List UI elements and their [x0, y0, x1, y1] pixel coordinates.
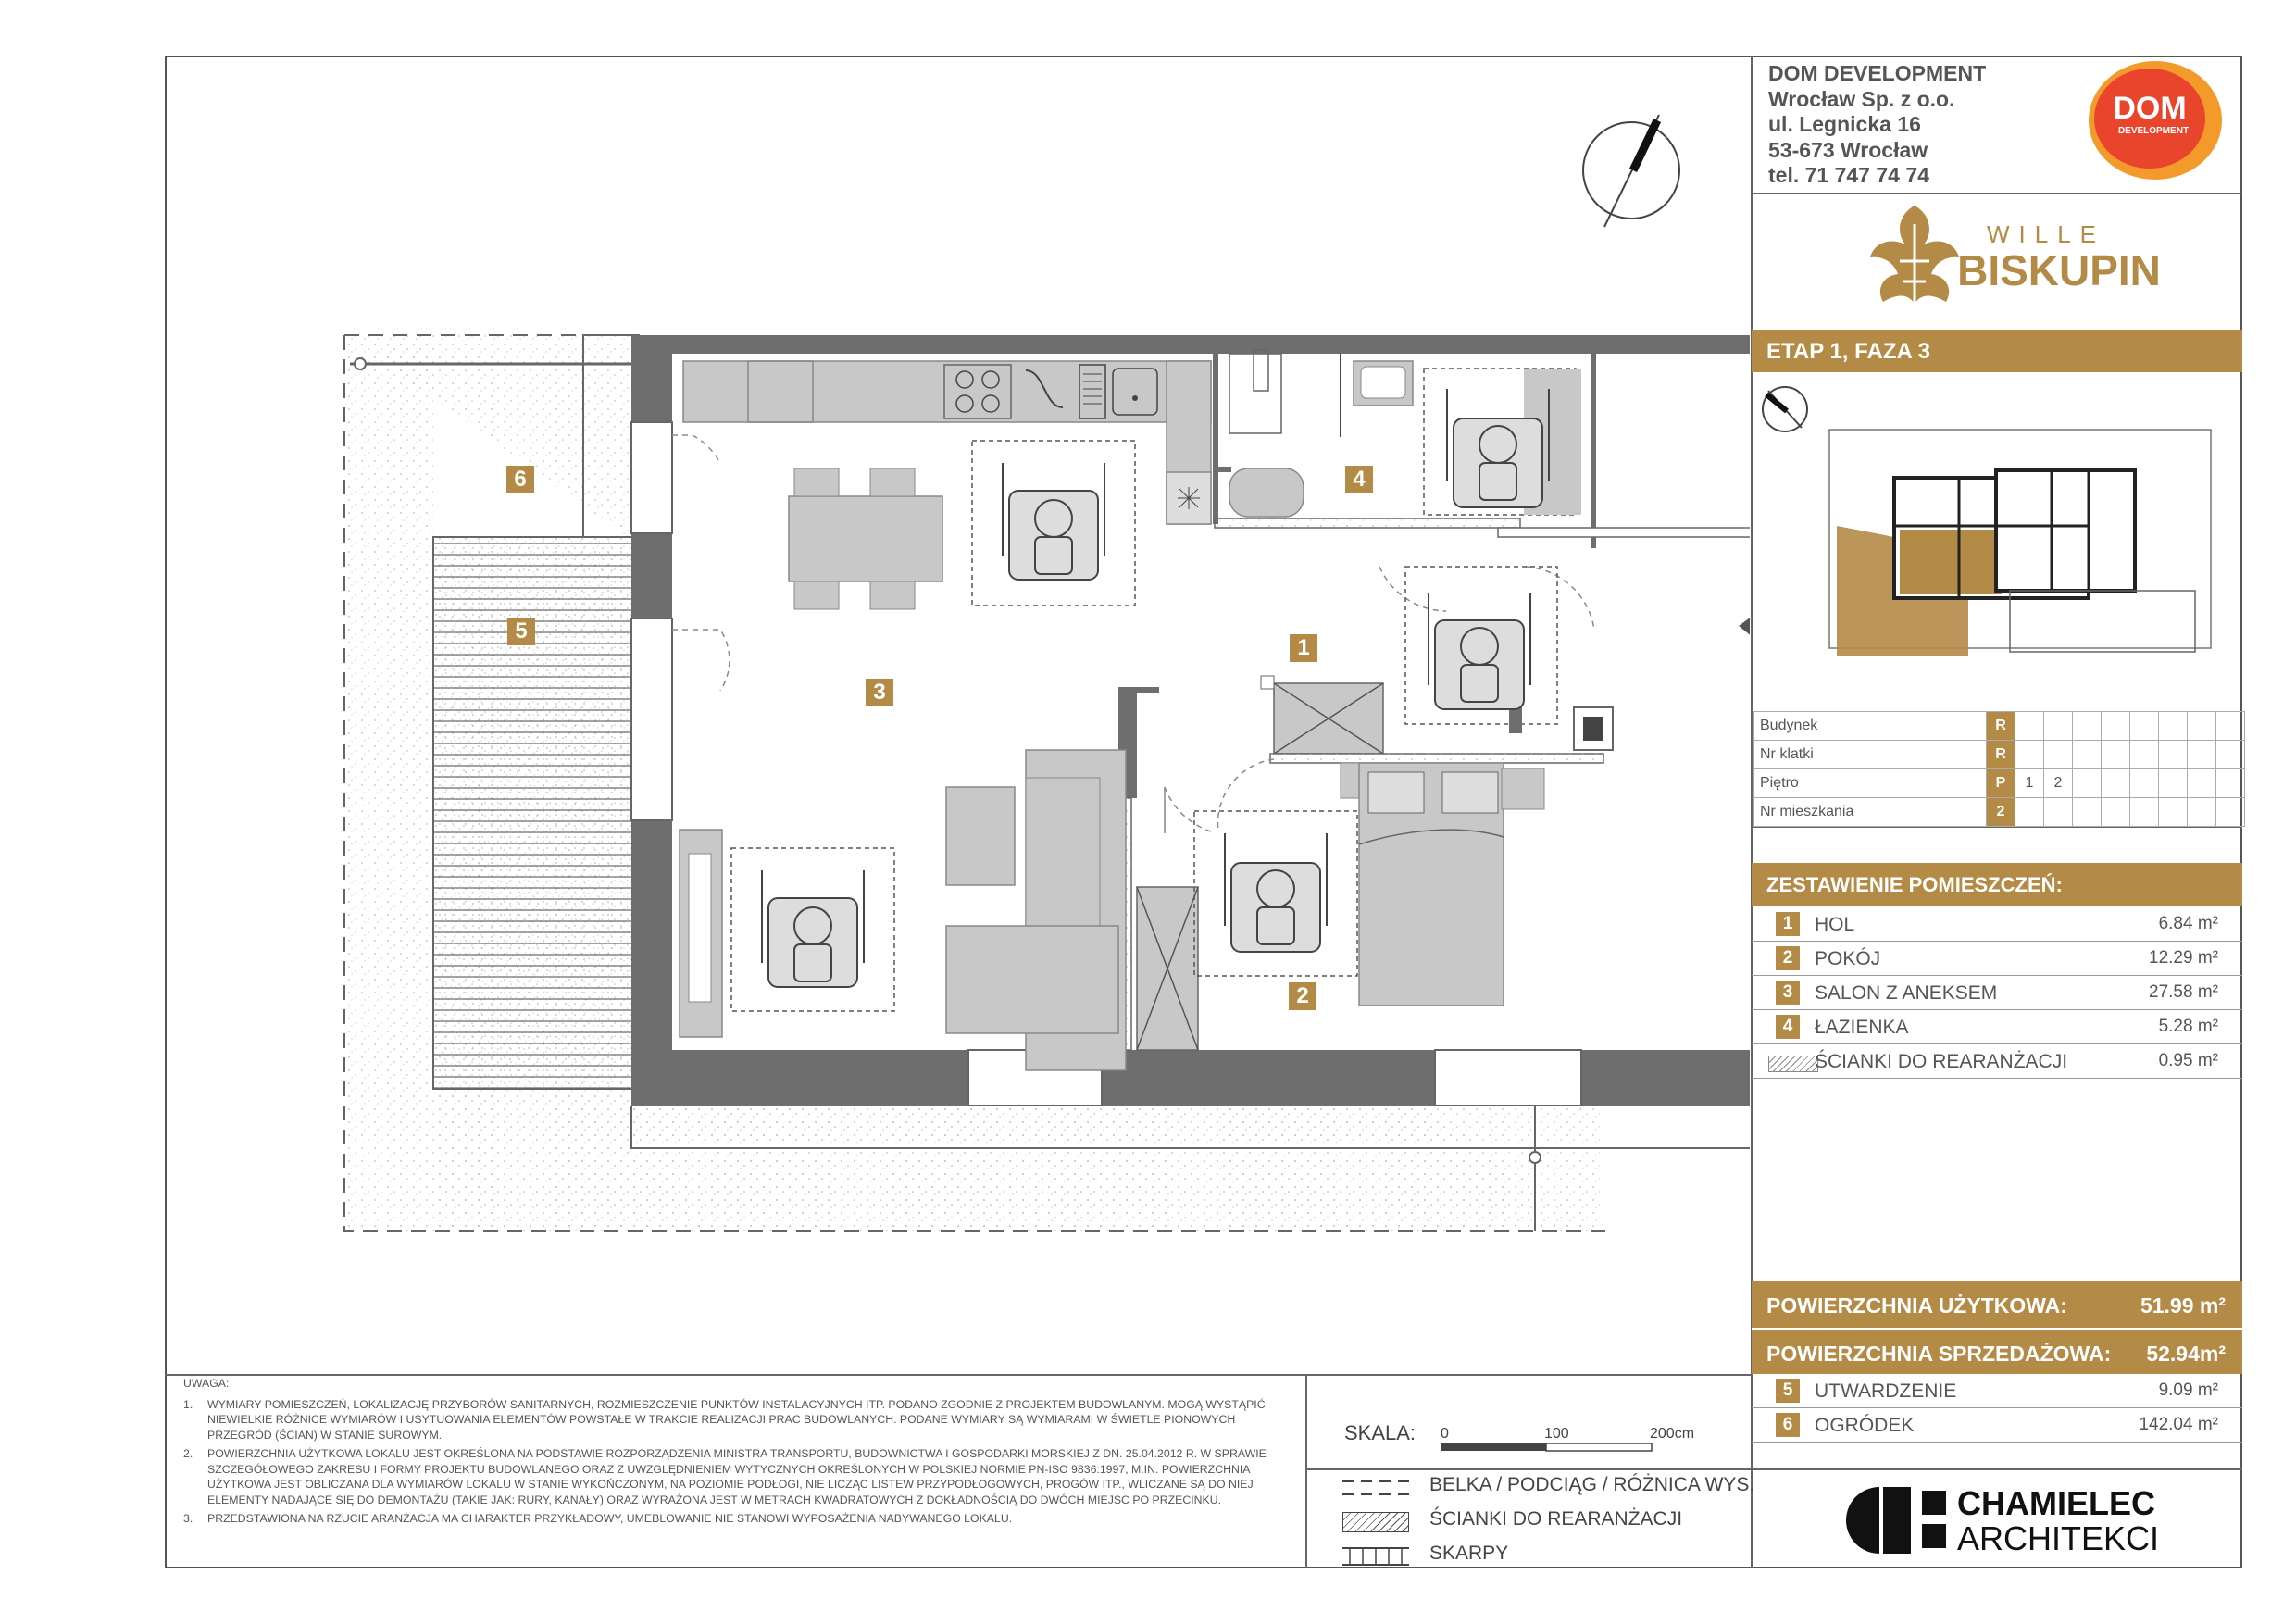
location-value: 1	[2015, 769, 2044, 798]
extra-area: 142.04 m²	[2139, 1415, 2218, 1434]
note-item: 3. PRZEDSTAWIONA NA RZUCIE ARANŻACJA MA CHARAKTER PRZYKŁADOWY, UMEBLOWANIE NIE STANOWI WYPOSAŻENIA NABYWANEGO LOKALU.	[183, 1512, 1013, 1525]
extra-number: 6	[1776, 1413, 1800, 1437]
extra-row	[1752, 1374, 2242, 1408]
hatch-swatch	[1768, 1056, 1818, 1072]
key-plan	[1755, 378, 2240, 665]
location-value: P	[1987, 769, 2015, 798]
room-name: HOL	[1815, 914, 1855, 935]
room-area: 5.28 m²	[2158, 1017, 2218, 1036]
wille-biskupin-logo	[1842, 196, 2194, 322]
room-number: 4	[1776, 1015, 1800, 1039]
notes-title: UWAGA:	[183, 1377, 230, 1390]
company-line: tel. 71 747 74 74	[1768, 163, 1929, 187]
room-area: 6.84 m²	[2158, 914, 2218, 933]
rooms-heading: ZESTAWIENIE POMIESZCZEŃ:	[1752, 863, 2242, 906]
room-list	[1752, 907, 2242, 1079]
partitions-name: ŚCIANKI DO REARANŻACJI	[1815, 1051, 2068, 1072]
usable-area-value: 51.99 m²	[2140, 1293, 2226, 1318]
room-number: 3	[1776, 981, 1800, 1005]
sale-area-bar	[1752, 1328, 2242, 1374]
room-row	[1752, 942, 2242, 976]
usable-area-bar	[1752, 1281, 2242, 1328]
scale-bar	[1435, 1427, 1713, 1458]
logo-wille-text: WILLE	[1986, 220, 2106, 248]
room-name: SALON Z ANEKSEM	[1815, 982, 1998, 1004]
room-number: 1	[1776, 912, 1800, 936]
room-area: 27.58 m²	[2149, 982, 2218, 1002]
dom-development-logo	[2085, 57, 2226, 183]
sale-area-value: 52.94m²	[2146, 1342, 2226, 1366]
architect-divider	[1752, 1468, 2242, 1470]
location-value: R	[1987, 712, 2015, 741]
logo-biskupin-text: BISKUPIN	[1957, 246, 2161, 294]
compass-icon	[1583, 115, 1679, 227]
extra-number: 5	[1776, 1379, 1800, 1403]
room-area: 12.29 m²	[2149, 948, 2218, 968]
key-plan-compass-icon	[1763, 387, 1807, 431]
location-label: Budynek	[1754, 712, 1987, 741]
sale-area-label: POWIERZCHNIA SPRZEDAŻOWA:	[1766, 1342, 2112, 1366]
legend-text: SKARPY	[1429, 1543, 1509, 1564]
legend-text: BELKA / PODCIĄG / RÓŻNICA WYS.	[1429, 1474, 1755, 1495]
room-number: 2	[1776, 946, 1800, 970]
room-name: ŁAZIENKA	[1815, 1017, 1909, 1038]
location-row	[1754, 769, 2245, 798]
stage-bar: ETAP 1, FAZA 3	[1752, 330, 2242, 372]
legend-text: ŚCIANKI DO REARANŻACJI	[1429, 1508, 1683, 1530]
chamielec-architekci-logo	[1842, 1481, 2213, 1559]
extra-area: 9.09 m²	[2158, 1380, 2218, 1400]
note-item: 1. WYMIARY POMIESZCZEŃ, LOKALIZACJĘ PRZYBORÓW SANITARNYCH, ROZMIESZCZENIE PUNKTÓW INSTALACYJNYCH ITP. PODANO ZGODNIE Z PROJEKTEM BUDOWLANYM. MOGĄ WYSTĄPIĆ NIEWIELKIE RÓŻNICE WYMIARÓW I USYTUOWANIA ELEMENTÓW POWSTAŁE W TRAKCIE REALIZACJI PRAC BUDOWLANYCH. PODANE WYMIARY SĄ WYMIARAMI W ŚWIETLE PIONOWYCH PRZEGRÓD (ŚCIAN) W STANIE SUROWYM.	[183, 1397, 1266, 1442]
room-name: POKÓJ	[1815, 948, 1881, 969]
dashed-line-icon	[1342, 1478, 1409, 1498]
partitions-area: 0.95 m²	[2158, 1051, 2218, 1070]
location-value: R	[1987, 741, 2015, 769]
plan-label-salon: 3	[866, 679, 893, 706]
note-text: PRZEDSTAWIONA NA RZUCIE ARANŻACJA MA CHARAKTER PRZYKŁADOWY, UMEBLOWANIE NIE STANOWI WYPOSAŻENIA NABYWANEGO LOKALU.	[207, 1512, 1013, 1525]
plan-label-lazienka: 4	[1345, 466, 1373, 493]
dom-logo-text: DOM	[2113, 91, 2187, 126]
plan-label-hol: 1	[1290, 634, 1317, 662]
location-row	[1754, 712, 2245, 741]
location-value: 2	[1987, 798, 2015, 827]
dom-logo-subtext: DEVELOPMENT	[2117, 126, 2190, 136]
hatch-icon	[1342, 1512, 1409, 1532]
scale-tick-200: 200cm	[1650, 1427, 1695, 1442]
location-label: Nr mieszkania	[1754, 798, 1987, 827]
company-divider	[1752, 193, 2242, 194]
usable-area-label: POWIERZCHNIA UŻYTKOWA:	[1766, 1293, 2067, 1318]
sill-icon	[1342, 1546, 1409, 1567]
company-line: ul. Legnicka 16	[1768, 112, 1921, 136]
room-row	[1752, 976, 2242, 1010]
floor-plan	[165, 56, 1750, 1374]
company-line: 53-673 Wrocław	[1768, 137, 1928, 162]
note-text: WYMIARY POMIESZCZEŃ, LOKALIZACJĘ PRZYBORÓW SANITARNYCH, ROZMIESZCZENIE PUNKTÓW INSTALACYJNYCH ITP. PODANO ZGODNIE Z PROJEKTEM BUDOWLANYM. MOGĄ WYSTĄPIĆ NIEWIELKIE RÓŻNICE WYMIARÓW I USYTUOWANIA ELEMENTÓW POWSTAŁE W TRAKCIE REALIZACJI PRAC BUDOWLANYCH. PODANE WYMIARY SĄ WYMIARAMI W ŚWIETLE PIONOWYCH PRZEGRÓD (ŚCIAN) W STANIE SUROWYM.	[207, 1397, 1266, 1442]
note-text: POWIERZCHNIA UŻYTKOWA LOKALU JEST OKREŚLONA NA PODSTAWIE ROZPORZĄDZENIA MINISTRA TRANSPORTU, BUDOWNICTWA I GOSPODARKI MORSKIEJ Z DN. 25.04.2012 R. W SPRAWIE SZCZEGÓŁOWEGO ZAKRESU I FORMY PROJEKTU BUDOWLANEGO ORAZ Z UWZGLĘDNIENIEM WYTYCZNYCH OKREŚLONYCH W POLSKIEJ NORMIE PN-ISO 9836:1997, M.IN. POWIERZCHNIA UŻYTKOWA JEST OBLICZANA DLA WYMIARÓW LOKALU W STANIE WYKOŃCZONYM, NA POZIOMIE PODŁOGI, NIE LICZĄC LISTEW PRZYPODŁOGOWYCH, PROGÓW ITP., WLICZANE SĄ DO NIEJ ELEMENTY NADAJĄCE SIĘ DO DEMONTAŻU (TAKIE JAK: RURY, KANAŁY) ORAZ WYRAŻONA JEST W METRACH KWADRATOWYCH Z DOKŁADNOŚCIĄ DO DWÓCH MIEJSC PO PRZECINKU.	[207, 1447, 1267, 1506]
scale-label: SKALA:	[1344, 1421, 1416, 1444]
architect-line1: CHAMIELEC	[1957, 1484, 2155, 1522]
note-item: 2. POWIERZCHNIA UŻYTKOWA LOKALU JEST OKREŚLONA NA PODSTAWIE ROZPORZĄDZENIA MINISTRA TRANSPORTU, BUDOWNICTWA I GOSPODARKI MORSKIEJ Z DN. 25.04.2012 R. W SPRAWIE SZCZEGÓŁOWEGO ZAKRESU I FORMY PROJEKTU BUDOWLANEGO ORAZ Z UWZGLĘDNIENIEM WYTYCZNYCH OKREŚLONYCH W POLSKIEJ NORMIE PN-ISO 9836:1997, M.IN. POWIERZCHNIA UŻYTKOWA JEST OBLICZANA DLA WYMIARÓW LOKALU W STANIE WYKOŃCZONYM, NA POZIOMIE PODŁOGI, NIE LICZĄC LISTEW PRZYPODŁOGOWYCH, PROGÓW ITP., WLICZANE SĄ DO NIEJ ELEMENTY NADAJĄCE SIĘ DO DEMONTAŻU (TAKIE JAK: RURY, KANAŁY) ORAZ WYRAŻONA JEST W METRACH KWADRATOWYCH Z DOKŁADNOŚCIĄ DO DWÓCH MIEJSC PO PRZECINKU.	[183, 1447, 1267, 1506]
location-value: 2	[2044, 769, 2073, 798]
location-table	[1753, 711, 2245, 827]
company-line: Wrocław Sp. z o.o.	[1768, 86, 1955, 111]
scale-tick-0: 0	[1441, 1427, 1449, 1442]
scale-divider	[1305, 1468, 1752, 1470]
company-address	[1768, 61, 1986, 189]
location-label: Piętro	[1754, 769, 1987, 798]
room-row	[1752, 1010, 2242, 1044]
plan-label-pokoj: 2	[1289, 982, 1316, 1010]
room-row	[1752, 907, 2242, 942]
extra-name: UTWARDZENIE	[1815, 1380, 1957, 1402]
notes	[183, 1376, 1294, 1530]
location-row	[1754, 741, 2245, 769]
extra-row	[1752, 1408, 2242, 1443]
company-line: DOM DEVELOPMENT	[1768, 61, 1987, 85]
location-row	[1754, 798, 2245, 827]
architect-line2: ARCHITEKCI	[1957, 1519, 2160, 1557]
extra-name: OGRÓDEK	[1815, 1415, 1915, 1436]
extras-list	[1752, 1374, 2242, 1443]
location-label: Nr klatki	[1754, 741, 1987, 769]
scale-tick-100: 100	[1544, 1427, 1569, 1442]
legend-divider	[1305, 1374, 1307, 1568]
plan-label-utwardzenie: 5	[507, 618, 535, 645]
plan-label-ogrodek: 6	[506, 466, 534, 493]
partitions-row	[1752, 1044, 2242, 1079]
